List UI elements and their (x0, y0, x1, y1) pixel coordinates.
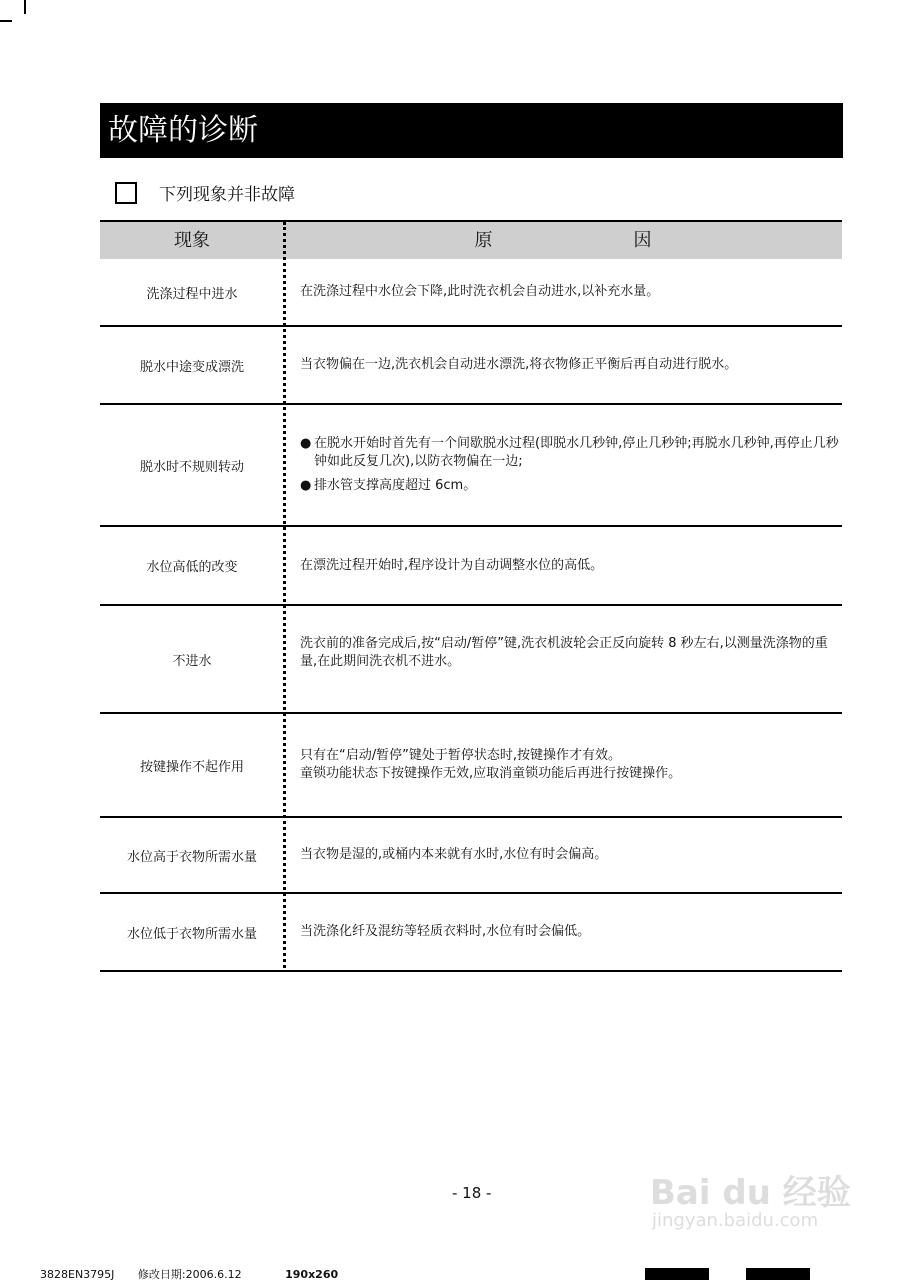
section-heading (115, 180, 295, 205)
table-row (100, 818, 842, 894)
diagnosis-table (100, 220, 842, 972)
symptom-cell: 脱水时不规则转动 (139, 459, 244, 475)
page-size: 190x260 (285, 1268, 339, 1280)
crop-mark (0, 20, 12, 22)
footer (40, 1266, 358, 1280)
cause-cell: 在洗涤过程中水位会下降,此时洗衣机会自动进水,以补充水量。 (300, 284, 660, 299)
cause-cell: 当洗涤化纤及混纺等轻质衣料时,水位有时会偏低。 (300, 924, 591, 939)
doc-code: 3828EN3795J (40, 1268, 115, 1280)
crop-mark (24, 0, 26, 14)
revision-date: 修改日期:2006.6.12 (137, 1268, 242, 1280)
cause-cell: 在漂洗过程开始时,程序设计为自动调整水位的高低。 (300, 557, 604, 573)
column-divider (283, 222, 286, 968)
header-cause-2: 因 (633, 230, 652, 251)
cause-line: 童锁功能状态下按键操作无效,应取消童锁功能后再进行按键操作。 (300, 766, 682, 781)
registration-block (746, 1268, 810, 1280)
cause-line: 只有在“启动/暂停”键处于暂停状态时,按键操作才有效。 (300, 748, 621, 763)
page-title: 故障的诊断 (100, 103, 843, 158)
cause-cell: 当衣物偏在一边,洗衣机会自动进水漂洗,将衣物修正平衡后再自动进行脱水。 (300, 357, 738, 372)
table-row (100, 327, 842, 405)
symptom-cell: 不进水 (172, 653, 212, 669)
table-row (100, 606, 842, 714)
cause-cell (284, 747, 842, 783)
watermark-logo: Bai du 经验 (650, 1173, 851, 1213)
cause-cell (284, 435, 842, 495)
bullet-text: 在脱水开始时首先有一个间歇脱水过程(即脱水几秒钟,停止几秒钟;再脱水几秒钟,再停止几秒钟如此反复几次),以防衣物偏在一边; (314, 436, 839, 469)
symptom-cell: 按键操作不起作用 (139, 759, 244, 775)
table-row (100, 527, 842, 606)
symptom-cell: 水位高于衣物所需水量 (126, 849, 257, 865)
table-row (100, 405, 842, 527)
bullet-icon: ● (300, 478, 312, 493)
cause-cell: 当衣物是湿的,或桶内本来就有水时,水位有时会偏高。 (300, 847, 608, 862)
registration-block (645, 1268, 709, 1280)
bullet-icon: ● (300, 436, 312, 451)
cause-cell: 洗衣前的准备完成后,按“启动/暂停”键,洗衣机波轮会正反向旋转 8 秒左右,以测量洗涤物的重量,在此期间洗衣机不进水。 (300, 636, 828, 669)
table-row (100, 894, 842, 972)
symptom-cell: 水位低于衣物所需水量 (126, 926, 257, 942)
header-cause-1: 原 (474, 230, 493, 251)
checkbox-square-icon (115, 182, 137, 204)
table-header (100, 222, 842, 259)
table-row (100, 714, 842, 818)
watermark-url: jingyan.baidu.com (652, 1210, 819, 1231)
symptom-cell: 水位高低的改变 (146, 560, 238, 575)
section-heading-text: 下列现象并非故障 (159, 185, 295, 205)
symptom-cell: 脱水中途变成漂洗 (139, 359, 244, 375)
bullet-text: 排水管支撑高度超过 6cm。 (314, 478, 477, 493)
header-symptom: 现象 (174, 230, 210, 251)
symptom-cell: 洗涤过程中进水 (146, 286, 238, 302)
page-number: - 18 - (452, 1184, 492, 1202)
table-row (100, 259, 842, 327)
